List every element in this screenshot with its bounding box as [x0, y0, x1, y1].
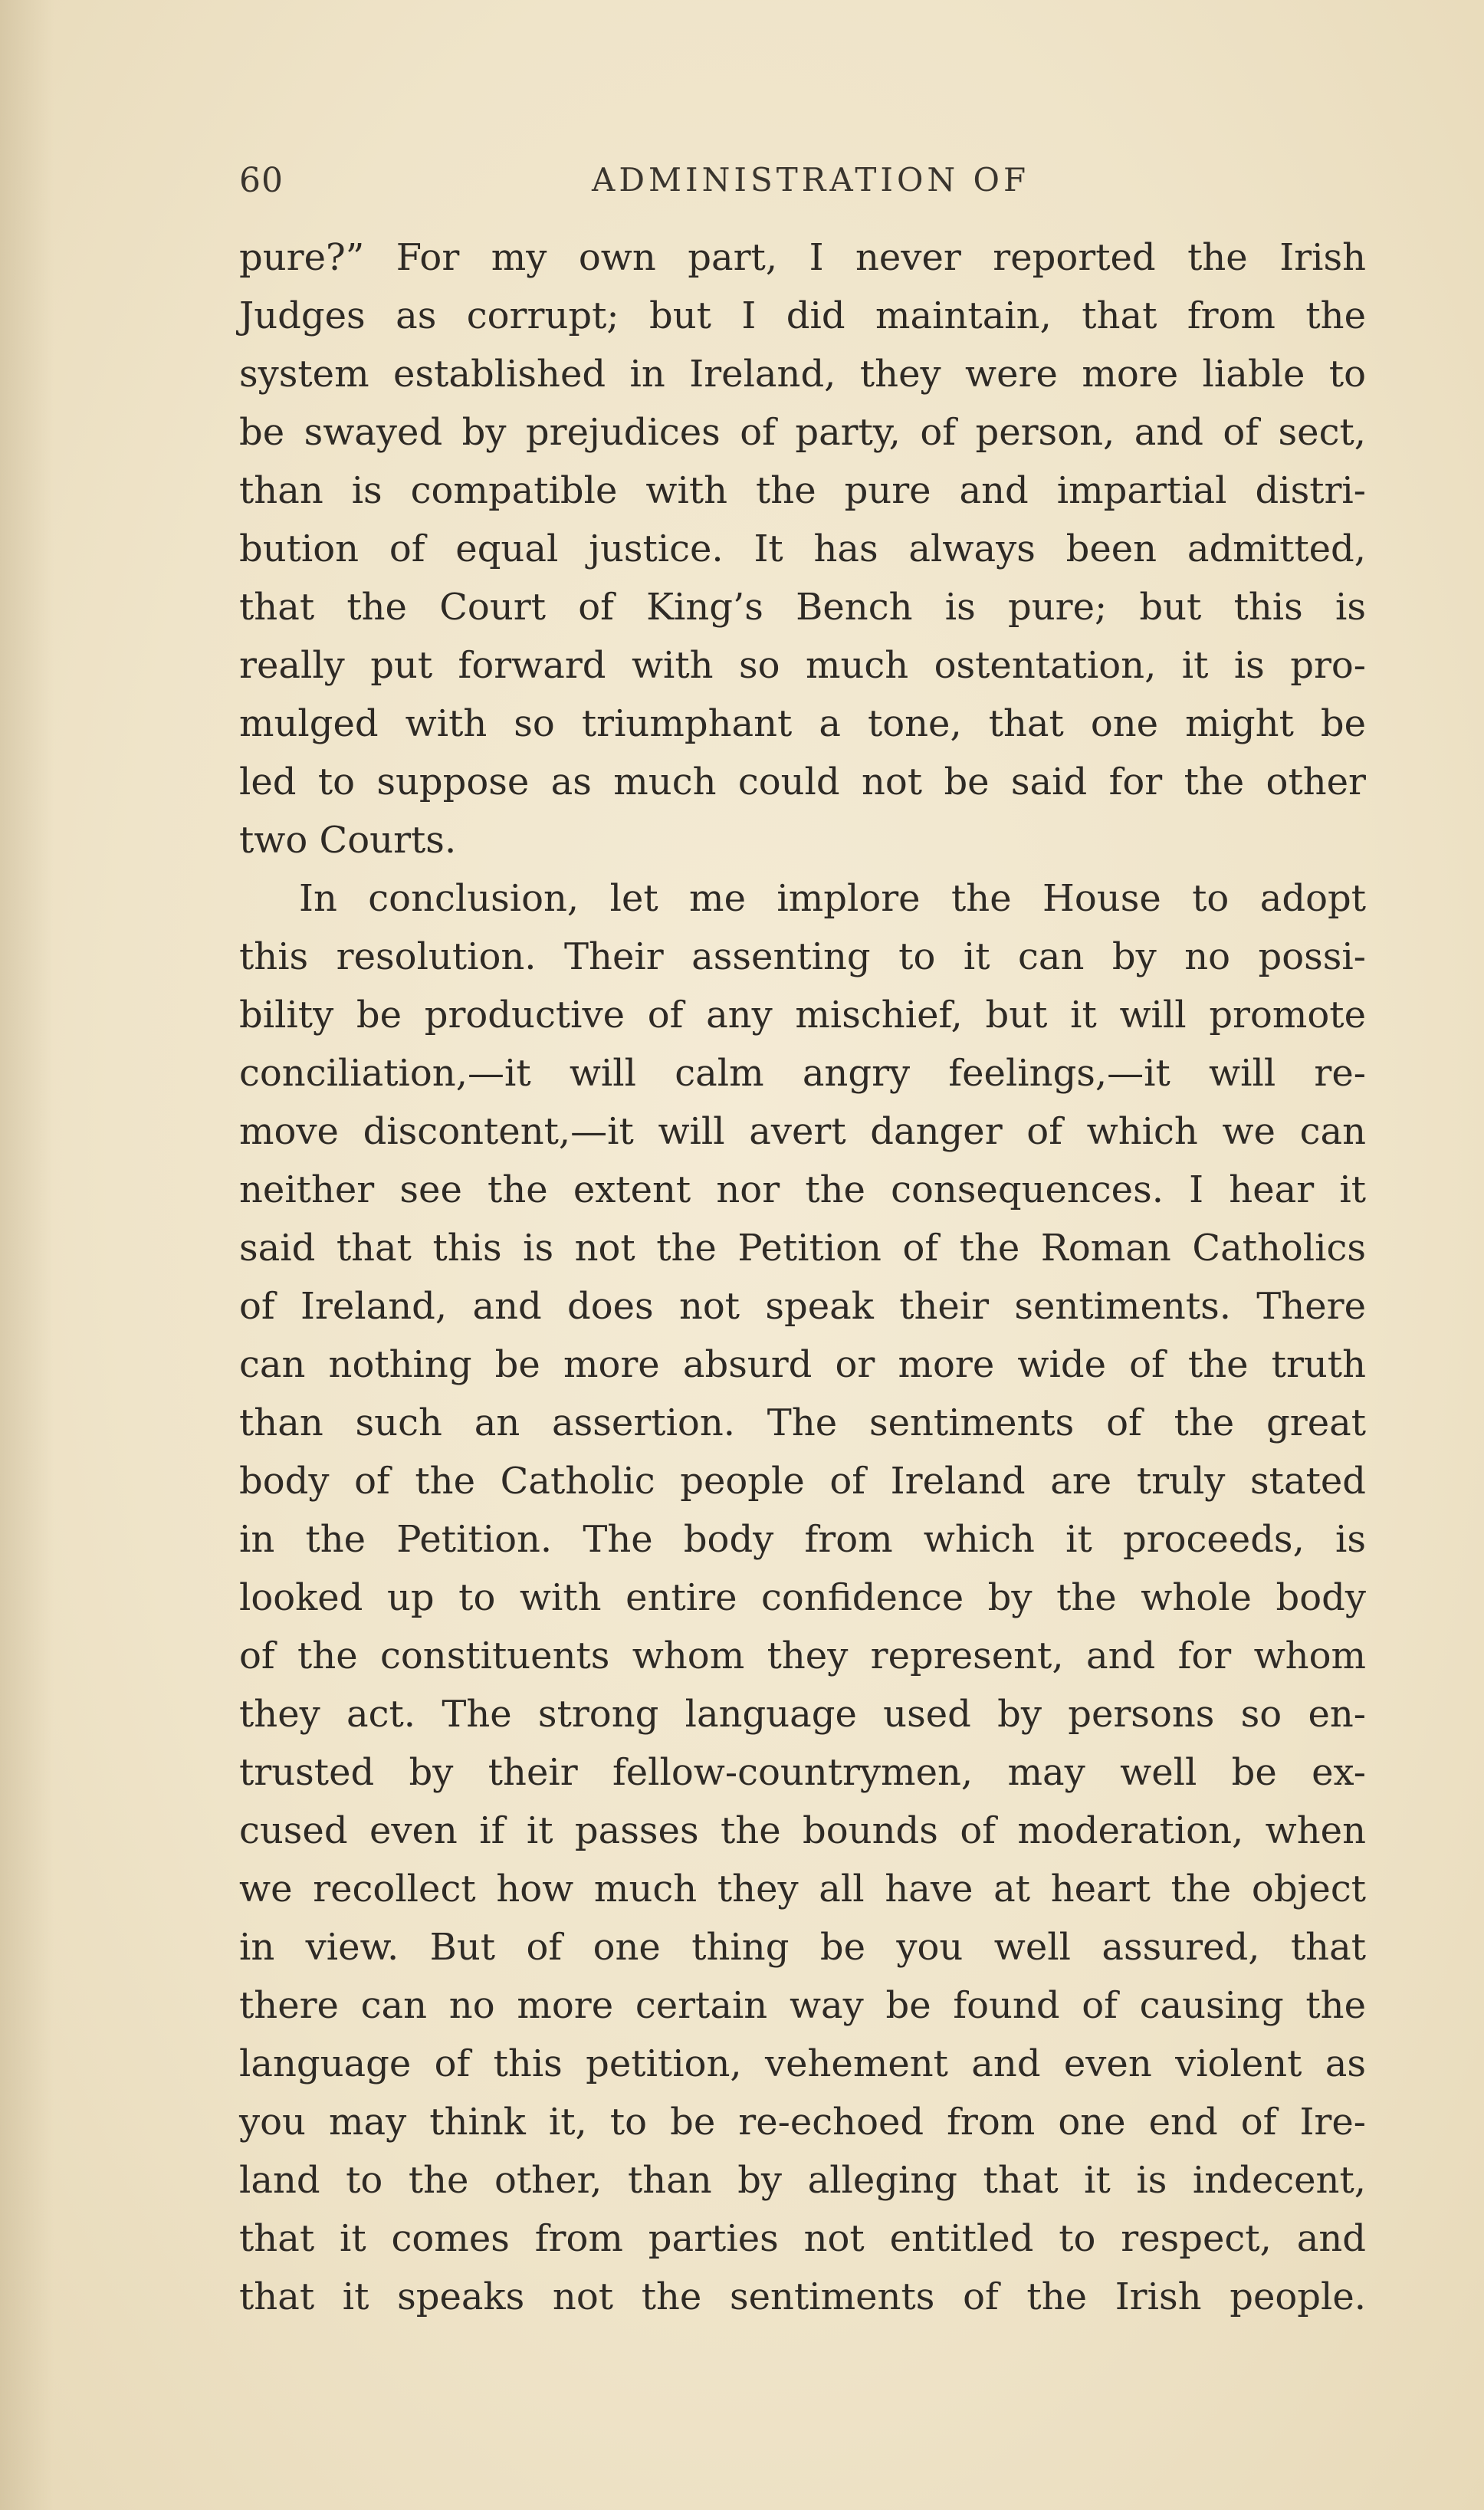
text-line: can nothing be more absurd or more wide of the truth [239, 1343, 1366, 1386]
text-line: neither see the extent nor the consequences. I hear it [239, 1168, 1366, 1211]
text-line: in view. But of one thing be you well assured, that [239, 1926, 1366, 1969]
text-line: that it comes from parties not entitled to respect, and [239, 2217, 1366, 2260]
text-line: we recollect how much they all have at heart the object [239, 1868, 1366, 1910]
text-line: you may think it, to be re-echoed from one end of Ire- [239, 2101, 1366, 2144]
text-line: system established in Ireland, they were more liable to [239, 353, 1366, 396]
text-line: that the Court of King’s Bench is pure; but this is [239, 586, 1366, 629]
text-line: trusted by their fellow-countrymen, may well be ex- [239, 1751, 1366, 1794]
body-text [239, 228, 1366, 2326]
text-line: of Ireland, and does not speak their sentiments. There [239, 1285, 1366, 1328]
paragraph-end-line: two Courts. [239, 819, 457, 862]
text-line: bution of equal justice. It has always been admitted, [239, 527, 1366, 570]
text-line: than is compatible with the pure and impartial distri- [239, 469, 1366, 512]
page-number: 60 [239, 161, 284, 200]
paragraph-start-line: In conclusion, let me implore the House to adopt [299, 877, 1366, 920]
text-line: in the Petition. The body from which it proceeds, is [239, 1518, 1366, 1561]
text-line: than such an assertion. The sentiments of the great [239, 1401, 1366, 1444]
text-line: that it speaks not the sentiments of the Irish people. [239, 2275, 1366, 2318]
text-line: really put forward with so much ostentation, it is pro- [239, 644, 1366, 687]
text-line: pure?” For my own part, I never reported the Irish [239, 236, 1366, 279]
text-line: there can no more certain way be found of causing the [239, 1984, 1366, 2027]
text-line: led to suppose as much could not be said for the other [239, 761, 1366, 803]
page-header [239, 161, 1374, 215]
text-line: said that this is not the Petition of the Roman Catholics [239, 1227, 1366, 1270]
text-line: body of the Catholic people of Ireland are truly stated [239, 1460, 1366, 1503]
text-line: mulged with so triumphant a tone, that one might be [239, 702, 1366, 745]
page-gutter-shadow [0, 0, 54, 2510]
text-line: land to the other, than by alleging that it is indecent, [239, 2159, 1366, 2202]
text-line: looked up to with entire confidence by the whole body [239, 1576, 1366, 1619]
text-line: Judges as corrupt; but I did maintain, that from the [239, 294, 1366, 337]
text-line: this resolution. Their assenting to it can by no possi- [239, 935, 1366, 978]
text-line: conciliation,—it will calm angry feelings,—it will re- [239, 1052, 1366, 1095]
text-line: language of this petition, vehement and even violent as [239, 2042, 1366, 2085]
text-line: be swayed by prejudices of party, of person, and of sect, [239, 411, 1366, 454]
running-head: ADMINISTRATION OF [592, 161, 1030, 199]
text-line: bility be productive of any mischief, but it will promote [239, 994, 1366, 1037]
text-line: they act. The strong language used by persons so en- [239, 1693, 1366, 1736]
text-line: cused even if it passes the bounds of moderation, when [239, 1809, 1366, 1852]
text-line: move discontent,—it will avert danger of which we can [239, 1110, 1366, 1153]
text-line: of the constituents whom they represent, and for whom [239, 1634, 1366, 1677]
